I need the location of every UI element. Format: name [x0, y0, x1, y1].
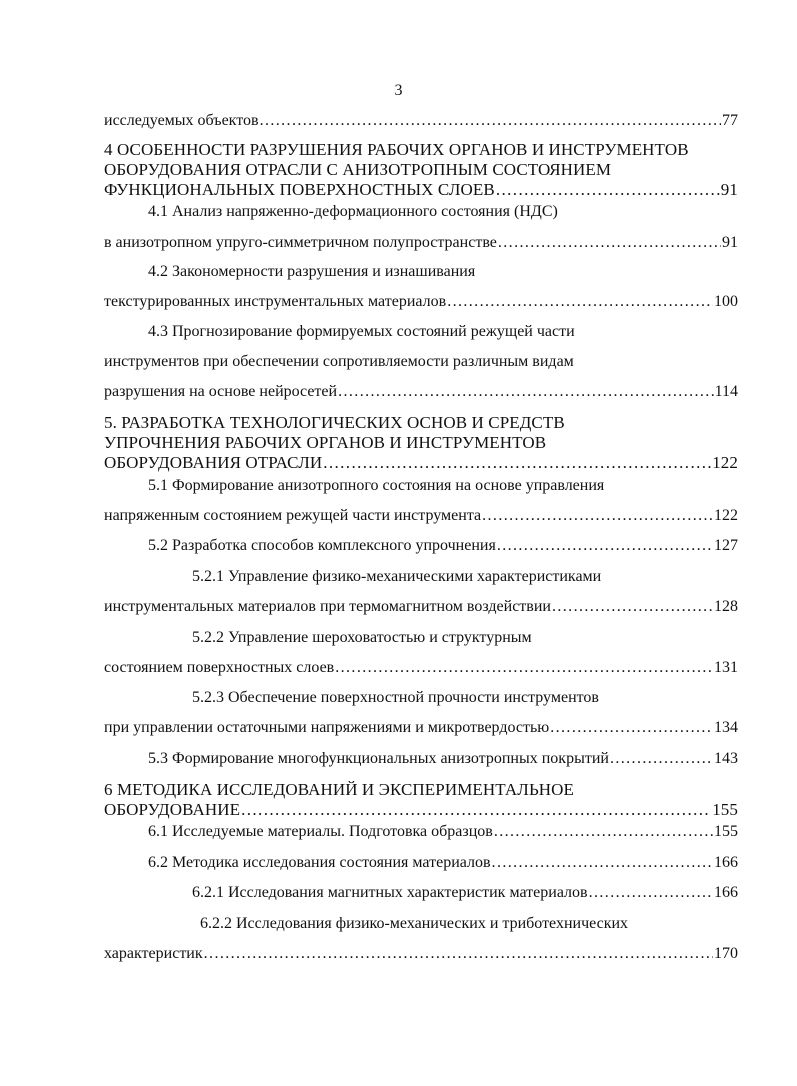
toc-section-5-1-line-1: 5.1 Формирование анизотропного состояния на основе управления — [148, 477, 605, 494]
toc-entry-text: исследуемых объектов — [104, 112, 259, 129]
toc-page-number: 127 — [714, 537, 738, 554]
toc-section-5-2-1-line-2 — [104, 598, 738, 616]
dot-leader — [497, 537, 713, 555]
toc-page-number: 166 — [714, 854, 738, 871]
toc-chapter-4-line-1: 4 ОСОБЕННОСТИ РАЗРУШЕНИЯ РАБОЧИХ ОРГАНОВ И ИНСТРУМЕНТОВ — [104, 141, 689, 159]
toc-section-6-1 — [148, 823, 738, 841]
dot-leader — [492, 854, 713, 872]
toc-chapter-5-line-1: 5. РАЗРАБОТКА ТЕХНОЛОГИЧЕСКИХ ОСНОВ И СРЕДСТВ — [104, 414, 565, 432]
page-number: 3 — [394, 82, 403, 99]
toc-entry-research-objects — [104, 112, 738, 130]
toc-page-number: 131 — [714, 659, 738, 676]
toc-section-5-2-3-line-2 — [104, 719, 738, 737]
dot-leader — [482, 507, 713, 525]
dot-leader — [589, 884, 713, 902]
toc-section-5-2 — [148, 537, 738, 555]
toc-entry-text: разрушения на основе нейросетей — [104, 383, 338, 400]
toc-section-4-3-line-1: 4.3 Прогнозирование формируемых состояний режущей части — [148, 323, 575, 340]
dot-leader — [335, 659, 713, 677]
toc-page-number: 155 — [714, 823, 738, 840]
toc-entry-text: 6.1 Исследуемые материалы. Подготовка образцов — [148, 823, 493, 840]
toc-page-number: 100 — [714, 293, 738, 310]
toc-page-number: 143 — [714, 750, 738, 767]
toc-page-number: 122 — [714, 507, 738, 524]
toc-section-5-2-2-line-1: 5.2.2 Управление шероховатостью и структурным — [192, 629, 532, 646]
toc-section-4-3-line-3 — [104, 383, 738, 401]
toc-entry-text: состоянием поверхностных слоев — [104, 659, 335, 676]
toc-section-4-1-line-1: 4.1 Анализ напряженно-деформационного состояния (НДС) — [148, 203, 558, 220]
toc-chapter-4-line-2: ОБОРУДОВАНИЯ ОТРАСЛИ С АНИЗОТРОПНЫМ СОСТОЯНИЕМ — [104, 161, 612, 179]
toc-entry-text: 6.2.1 Исследования магнитных характеристик материалов — [192, 884, 588, 901]
toc-section-5-2-1-line-1: 5.2.1 Управление физико-механическими характеристиками — [192, 568, 602, 585]
toc-entry-text: при управлении остаточными напряжениями и микротвердостью — [104, 719, 550, 736]
toc-entry-text: в анизотропном упруго-симметричном полупространстве — [104, 234, 497, 251]
toc-page-number: 166 — [714, 884, 738, 901]
dot-leader — [338, 383, 714, 401]
toc-section-5-1-line-2 — [104, 507, 738, 525]
toc-section-4-3-line-2: инструментов при обеспечении сопротивляемости различным видам — [104, 353, 574, 370]
toc-entry-text: инструментальных материалов при термомагнитном воздействии — [104, 598, 551, 615]
toc-section-4-2-line-2 — [104, 293, 738, 311]
toc-page-number: 170 — [714, 945, 738, 962]
toc-chapter-4-line-3 — [104, 181, 738, 199]
toc-page-number: 77 — [722, 112, 738, 129]
toc-entry-text: 6.2 Методика исследования состояния материалов — [148, 854, 491, 871]
toc-entry-text: 5.3 Формирование многофункциональных анизотропных покрытий — [148, 750, 609, 767]
dot-leader — [552, 598, 713, 616]
toc-page-number: 114 — [714, 383, 738, 400]
dot-leader — [447, 293, 713, 311]
dot-leader — [496, 181, 720, 199]
toc-chapter-6-line-2 — [104, 801, 738, 819]
toc-chapter-6-line-1: 6 МЕТОДИКА ИССЛЕДОВАНИЙ И ЭКСПЕРИМЕНТАЛЬНОЕ — [104, 781, 575, 799]
toc-page-number: 134 — [714, 719, 738, 736]
toc-entry-text: ОБОРУДОВАНИЯ ОТРАСЛИ — [104, 454, 323, 472]
dot-leader — [494, 823, 713, 841]
toc-page-number: 128 — [714, 598, 738, 615]
dot-leader — [204, 945, 713, 963]
toc-entry-text: напряженным состоянием режущей части инструмента — [104, 507, 482, 524]
toc-page-number: 91 — [720, 181, 738, 199]
toc-chapter-5-line-3 — [104, 454, 738, 472]
toc-page-number: 122 — [712, 454, 738, 472]
toc-section-5-2-3-line-1: 5.2.3 Обеспечение поверхностной прочности инструментов — [192, 689, 599, 706]
toc-section-5-2-2-line-2 — [104, 659, 738, 677]
toc-section-6-2-1 — [192, 884, 738, 902]
dot-leader — [260, 112, 721, 130]
toc-section-4-2-line-1: 4.2 Закономерности разрушения и изнашивания — [148, 263, 476, 280]
toc-section-6-2-2-line-2 — [104, 945, 738, 963]
toc-page-number: 155 — [712, 801, 738, 819]
toc-section-6-2 — [148, 854, 738, 872]
toc-entry-text: ОБОРУДОВАНИЕ — [104, 801, 241, 819]
dot-leader — [241, 801, 711, 819]
toc-entry-text: текстурированных инструментальных материалов — [104, 293, 447, 310]
toc-section-4-1-line-2 — [104, 234, 738, 252]
toc-section-5-3 — [148, 750, 738, 768]
toc-entry-text: характеристик — [104, 945, 203, 962]
dot-leader — [550, 719, 713, 737]
toc-entry-text: ФУНКЦИОНАЛЬНЫХ ПОВЕРХНОСТНЫХ СЛОЕВ — [104, 181, 495, 199]
toc-section-6-2-2-line-1: 6.2.2 Исследования физико-механических и триботехнических — [200, 915, 629, 932]
toc-entry-text: 5.2 Разработка способов комплексного упрочнения — [148, 537, 496, 554]
toc-chapter-5-line-2: УПРОЧНЕНИЯ РАБОЧИХ ОРГАНОВ И ИНСТРУМЕНТОВ — [104, 434, 547, 452]
dot-leader — [498, 234, 721, 252]
dot-leader — [323, 454, 711, 472]
dot-leader — [610, 750, 713, 768]
toc-page-number: 91 — [722, 234, 738, 251]
